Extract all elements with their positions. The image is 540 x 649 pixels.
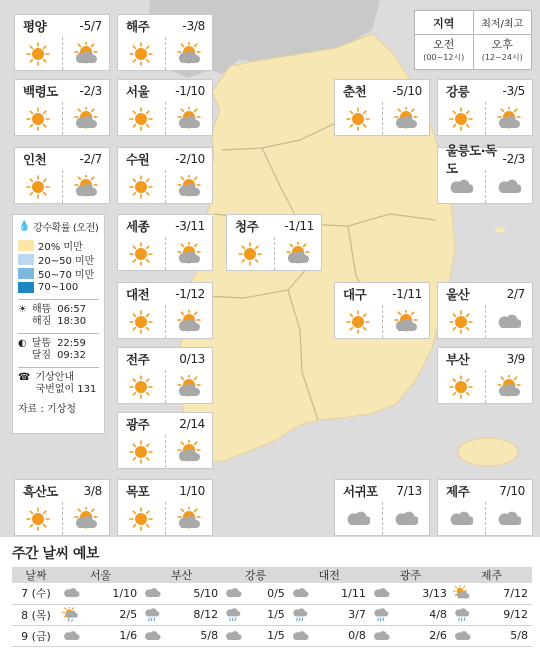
legend-item-2: 20~50 미만	[18, 252, 99, 266]
partly-cloudy-icon	[165, 102, 213, 135]
cloudy-icon	[370, 625, 392, 646]
weekly-temp: 5/10	[163, 583, 222, 604]
city-name: 춘천	[343, 84, 367, 99]
moon-icon: ◐	[18, 338, 27, 349]
weekly-temp: 0/5	[244, 583, 289, 604]
city-card	[226, 214, 322, 271]
city-card	[117, 147, 213, 204]
city-card	[117, 282, 213, 339]
cloudy-icon	[289, 625, 311, 646]
cloudy-icon	[451, 625, 473, 646]
city-temp: 2/14	[179, 417, 205, 431]
city-name: 수원	[126, 152, 150, 167]
city-name: 인천	[23, 152, 47, 167]
sun-cloud-icon	[451, 583, 473, 604]
rain-icon	[370, 604, 392, 625]
city-name: 울릉도·독도	[446, 143, 497, 176]
city-name: 부산	[446, 352, 470, 367]
ulleung-island	[495, 227, 505, 233]
city-temp: -2/3	[79, 84, 102, 98]
sunny-icon	[227, 237, 274, 270]
cloudy-icon	[485, 502, 533, 535]
city-temp: -2/3	[502, 152, 525, 166]
weekly-header-row	[12, 567, 532, 583]
sun-cloud-rain-icon	[60, 604, 82, 625]
partly-cloudy-icon	[274, 237, 322, 270]
weekly-temp: 1/6	[82, 625, 141, 646]
weekly-temp: 1/11	[311, 583, 370, 604]
city-card	[334, 479, 430, 536]
city-temp: -1/11	[392, 287, 422, 301]
city-name: 대구	[343, 287, 367, 302]
weekly-date: 8 (목)	[12, 604, 60, 625]
sunny-icon	[15, 502, 62, 535]
legend-item-1: 20% 미만	[18, 238, 99, 252]
cloudy-icon	[335, 502, 382, 535]
sunrise-icon: ☀	[18, 304, 27, 315]
city-name: 세종	[126, 219, 150, 234]
cloudy-icon	[485, 305, 533, 338]
weekly-temp: 8/12	[163, 604, 222, 625]
raindrop-icon: 💧	[18, 221, 31, 232]
weekly-temp: 2/5	[82, 604, 141, 625]
minmax-label: 최저/최고	[481, 19, 524, 30]
city-temp: 3/8	[83, 484, 102, 498]
cloudy-icon	[222, 625, 244, 646]
city-card	[117, 479, 213, 536]
city-temp: -5/7	[79, 19, 102, 33]
sunny-icon	[438, 370, 485, 403]
weekly-temp: 7/12	[473, 583, 532, 604]
weekly-row	[12, 604, 532, 625]
partly-cloudy-icon	[62, 102, 110, 135]
sunny-icon	[335, 305, 382, 338]
partly-cloudy-icon	[165, 37, 213, 70]
sunny-icon	[118, 237, 165, 270]
cloudy-icon	[141, 625, 163, 646]
cloudy-icon	[438, 170, 485, 203]
legend-item-3: 50~70 미만	[18, 266, 99, 280]
sunny-icon	[118, 502, 165, 535]
city-card	[117, 79, 213, 136]
sunny-icon	[118, 170, 165, 203]
city-card	[437, 282, 533, 339]
sunny-icon	[118, 435, 165, 468]
am-label: 오전 (00~12시)	[415, 35, 474, 69]
partly-cloudy-icon	[165, 170, 213, 203]
precipitation-legend	[12, 214, 105, 434]
weekly-city-header: 제주	[451, 567, 532, 583]
partly-cloudy-icon	[165, 435, 213, 468]
city-name: 전주	[126, 352, 150, 367]
city-card	[437, 79, 533, 136]
city-temp: -1/11	[284, 219, 314, 233]
region-legend-box	[414, 10, 532, 70]
city-card	[334, 79, 430, 136]
cloudy-icon	[485, 170, 533, 203]
city-name: 울산	[446, 287, 470, 302]
weekly-forecast	[0, 537, 540, 649]
partly-cloudy-icon	[165, 370, 213, 403]
partly-cloudy-icon	[382, 102, 430, 135]
weekly-title: 주간 날씨 예보	[12, 546, 99, 562]
city-temp: 3/9	[506, 352, 525, 366]
weekly-temp: 3/7	[311, 604, 370, 625]
cloudy-icon	[438, 502, 485, 535]
city-name: 서울	[126, 84, 150, 99]
rain-icon	[451, 604, 473, 625]
city-card	[117, 214, 213, 271]
city-name: 평양	[23, 19, 47, 34]
city-temp: 7/13	[396, 484, 422, 498]
legend-item-4: 70~100	[18, 280, 99, 294]
sunny-icon	[15, 37, 62, 70]
partly-cloudy-icon	[62, 37, 110, 70]
city-name: 청주	[235, 219, 259, 234]
city-temp: -2/10	[175, 152, 205, 166]
cloudy-icon	[289, 583, 311, 604]
weekly-city-header: 부산	[141, 567, 222, 583]
partly-cloudy-icon	[165, 305, 213, 338]
city-temp: -1/10	[175, 84, 205, 98]
weekly-temp: 5/8	[163, 625, 222, 646]
cloudy-icon	[382, 502, 430, 535]
cloudy-icon	[370, 583, 392, 604]
partly-cloudy-icon	[485, 370, 533, 403]
jeju-island	[458, 438, 518, 466]
weekly-temp: 9/12	[473, 604, 532, 625]
weekly-temp: 1/10	[82, 583, 141, 604]
pm-label: 오후 (12~24시)	[481, 38, 523, 62]
rain-icon	[289, 604, 311, 625]
city-temp: -2/7	[79, 152, 102, 166]
weather-info-line: ☎ 기상안내 국번없이 131	[18, 372, 97, 395]
city-temp: -3/5	[502, 84, 525, 98]
weekly-temp: 2/6	[392, 625, 451, 646]
partly-cloudy-icon	[62, 502, 110, 535]
weekly-city-header: 광주	[370, 567, 451, 583]
weekly-city-header: 서울	[60, 567, 141, 583]
sunny-icon	[438, 102, 485, 135]
cloudy-icon	[60, 583, 82, 604]
sunny-icon	[438, 305, 485, 338]
city-name: 목포	[126, 484, 150, 499]
sunny-icon	[118, 102, 165, 135]
city-temp: 1/10	[179, 484, 205, 498]
cloudy-icon	[222, 583, 244, 604]
weekly-date: 7 (수)	[12, 583, 60, 604]
weekly-temp: 4/8	[392, 604, 451, 625]
city-temp: 2/7	[506, 287, 525, 301]
sunny-icon	[118, 37, 165, 70]
sunny-icon	[118, 305, 165, 338]
weekly-city-header: 강릉	[222, 567, 289, 583]
sunny-icon	[335, 102, 382, 135]
partly-cloudy-icon	[165, 502, 213, 535]
city-temp: -3/11	[175, 219, 205, 233]
city-card	[117, 347, 213, 404]
rain-icon	[141, 604, 163, 625]
city-name: 강릉	[446, 84, 470, 99]
cloudy-icon	[141, 583, 163, 604]
weekly-table	[12, 567, 532, 647]
partly-cloudy-icon	[165, 237, 213, 270]
moon-times: ◐ 달뜸 22:59 달짐 09:32	[18, 338, 86, 361]
city-card	[117, 412, 213, 469]
city-card	[14, 79, 110, 136]
sunny-icon	[15, 170, 62, 203]
city-name: 대전	[126, 287, 150, 302]
cloudy-icon	[60, 625, 82, 646]
sunny-icon	[118, 370, 165, 403]
city-card	[14, 147, 110, 204]
weekly-temp: 1/5	[244, 604, 289, 625]
city-name: 해주	[126, 19, 150, 34]
city-card	[437, 347, 533, 404]
phone-icon: ☎	[18, 372, 31, 383]
city-card	[437, 143, 533, 204]
weekly-row	[12, 583, 532, 604]
city-name: 흑산도	[23, 484, 58, 499]
weekly-temp: 1/5	[244, 625, 289, 646]
city-card	[14, 479, 110, 536]
partly-cloudy-icon	[382, 305, 430, 338]
legend-title: 💧 강수확률 (오전)	[18, 221, 99, 234]
city-temp: 7/10	[499, 484, 525, 498]
city-name: 백령도	[23, 84, 58, 99]
sun-times: ☀ 해뜸 06:57 해짐 18:30	[18, 304, 87, 327]
source-credit: 자료 : 기상청	[18, 404, 77, 415]
city-name: 제주	[446, 484, 470, 499]
weekly-temp: 5/8	[473, 625, 532, 646]
rain-icon	[222, 604, 244, 625]
weekly-date: 9 (금)	[12, 625, 60, 646]
city-name: 광주	[126, 417, 150, 432]
partly-cloudy-icon	[62, 170, 110, 203]
weekly-temp: 3/13	[392, 583, 451, 604]
city-temp: 0/13	[179, 352, 205, 366]
date-header: 날짜	[12, 567, 60, 583]
weekly-city-header: 대전	[289, 567, 370, 583]
city-card	[334, 282, 430, 339]
city-card	[14, 14, 110, 71]
partly-cloudy-icon	[485, 102, 533, 135]
weekly-temp: 0/8	[311, 625, 370, 646]
sunny-icon	[15, 102, 62, 135]
city-temp: -1/12	[175, 287, 205, 301]
city-temp: -3/8	[182, 19, 205, 33]
city-card	[437, 479, 533, 536]
weekly-row	[12, 625, 532, 646]
city-card	[117, 14, 213, 71]
city-temp: -5/10	[392, 84, 422, 98]
city-name: 서귀포	[343, 484, 378, 499]
region-label: 지역	[415, 11, 474, 34]
